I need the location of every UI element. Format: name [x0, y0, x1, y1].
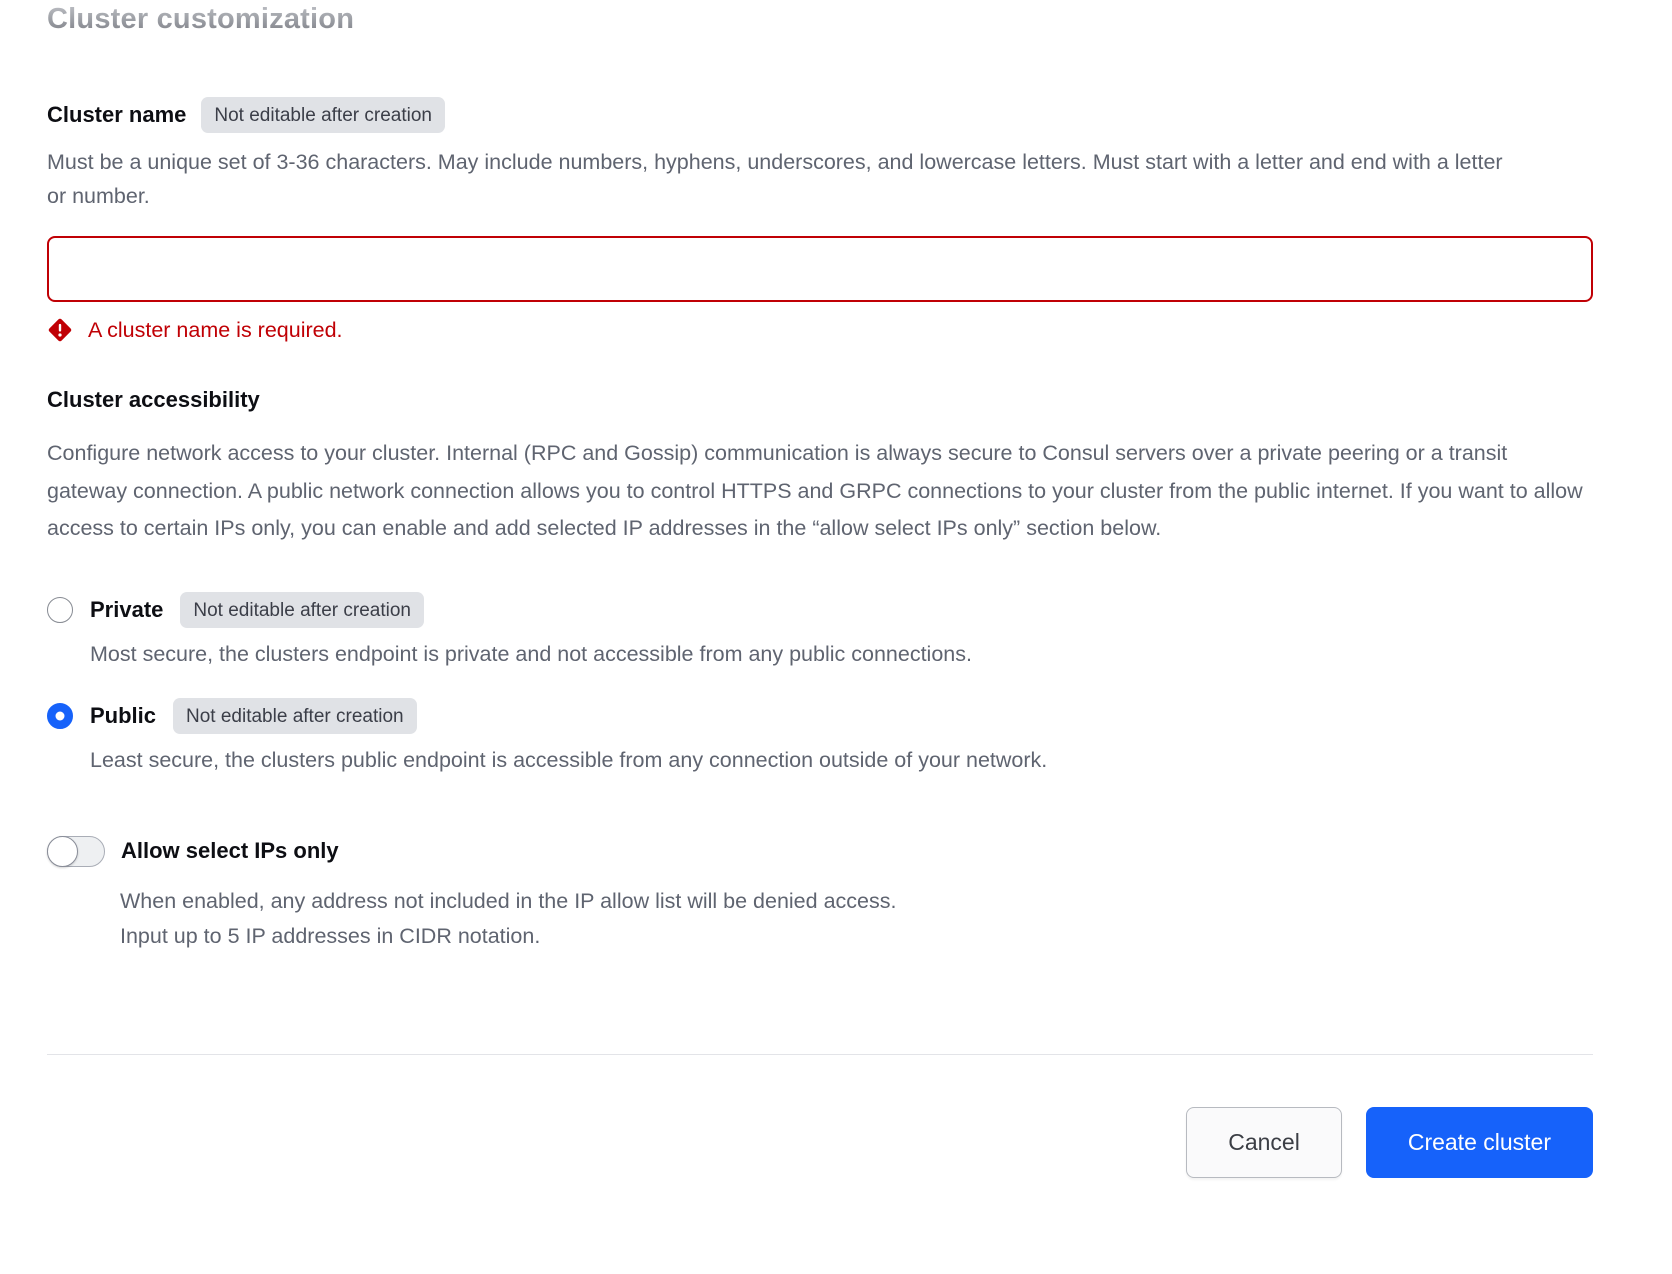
accessibility-option-private [47, 592, 1593, 668]
cancel-button[interactable]: Cancel [1186, 1107, 1342, 1178]
cluster-name-badge: Not editable after creation [201, 97, 445, 133]
ip-allow-description-line1: When enabled, any address not included in the IP allow list will be denied access. [120, 888, 897, 913]
public-radio[interactable] [47, 703, 73, 729]
public-option-description: Least secure, the clusters public endpoint is accessible from any connection outside of your network. [90, 747, 1048, 772]
public-radio-label[interactable]: Public [90, 702, 157, 728]
ip-allow-description-line2: Input up to 5 IP addresses in CIDR notation. [120, 923, 541, 948]
cluster-name-field [47, 97, 1593, 343]
public-badge: Not editable after creation [173, 698, 417, 734]
ip-allow-section [47, 836, 1593, 954]
cluster-name-error [47, 317, 1593, 343]
cluster-name-label: Cluster name [47, 102, 187, 127]
private-badge: Not editable after creation [180, 592, 424, 628]
create-cluster-button[interactable]: Create cluster [1366, 1107, 1593, 1178]
toggle-knob-icon [47, 836, 78, 867]
form-actions [47, 1107, 1593, 1178]
ip-allow-label[interactable]: Allow select IPs only [121, 838, 339, 863]
private-radio[interactable] [47, 597, 73, 623]
cluster-name-helper-text: Must be a unique set of 3-36 characters. May include numbers, hyphens, underscores, and lowercase letters. Must start with a letter and end with a letter or number. [47, 150, 1503, 208]
ip-allow-toggle[interactable] [47, 836, 105, 867]
cluster-accessibility-heading: Cluster accessibility [47, 387, 260, 412]
accessibility-option-public [47, 698, 1593, 774]
cluster-name-input[interactable] [47, 236, 1593, 302]
cluster-accessibility-description: Configure network access to your cluster. Internal (RPC and Gossip) communication is always secure to Consul servers over a private peering or a transit gateway connection. A public network connection allows you to control HTTPS and GRPC connections to your cluster from the public internet. If you want to allow access to certain IPs only, you can enable and add selected IP addresses in the “allow select IPs only” section below. [47, 441, 1583, 540]
ip-allow-description [120, 884, 1593, 954]
footer-divider [47, 1054, 1593, 1055]
cluster-name-error-text: A cluster name is required. [88, 317, 343, 342]
private-radio-label[interactable]: Private [90, 596, 164, 622]
private-option-description: Most secure, the clusters endpoint is private and not accessible from any public connections. [90, 641, 972, 666]
page-title: Cluster customization [47, 0, 1593, 38]
alert-diamond-icon [47, 317, 73, 343]
